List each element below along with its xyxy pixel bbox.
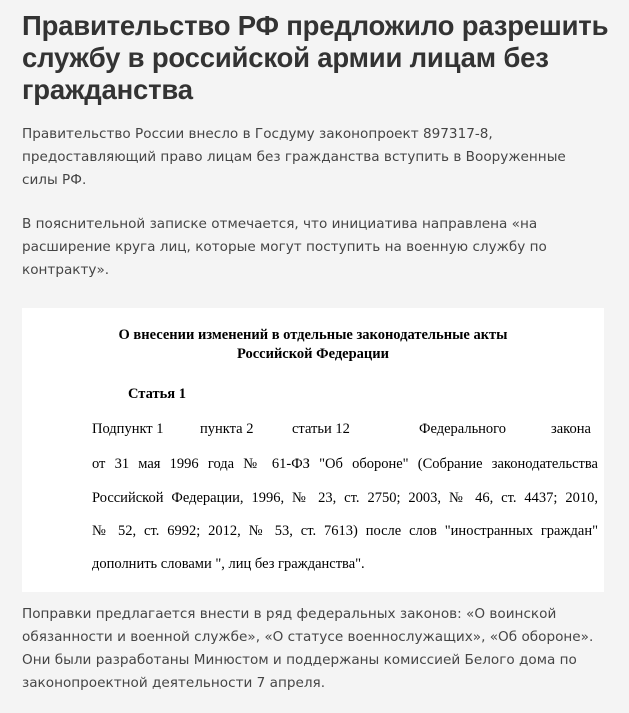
bill-text-line-3: Российской Федерации, 1996, № 23, ст. 2750; 2003, № 46, ст. 4437; 2010,: [92, 490, 598, 506]
bill-text-line-4: № 52, ст. 6992; 2012, № 53, ст. 7613) после слов "иностранных граждан": [92, 523, 598, 539]
bill-word: Подпункт 1: [92, 421, 164, 437]
bill-word: пункта 2: [200, 421, 254, 437]
bill-title-line-1: О внесении изменений в отдельные законодательные акты: [118, 327, 508, 343]
bill-title-line-2: Российской Федерации: [236, 346, 389, 362]
article-paragraph-1: Правительство России внесло в Госдуму законопроект 897317-8, предоставляющий право лицам без гражданства вступить в Вооруженные силы РФ.: [22, 126, 566, 188]
article-headline: Правительство РФ предложило разрешить службу в российской армии лицам без гражданства: [22, 10, 609, 105]
bill-text-line-2: от 31 мая 1996 года № 61-ФЗ "Об обороне" (Собрание законодательства: [92, 456, 598, 472]
article-paragraph-3: Поправки предлагается внести в ряд федеральных законов: «О воинской обязанности и военной службе», «О статусе военнослужащих», «Об обороне». Они были разработаны Минюстом и поддержаны комиссией Белого дома по законопроектной деятельности 7 апреля.: [22, 606, 594, 691]
bill-word: статьи 12: [292, 421, 350, 437]
bill-word: закона: [551, 421, 591, 437]
bill-article-heading: Статья 1: [128, 386, 186, 402]
bill-document-image: [22, 308, 604, 592]
bill-document-title: [22, 326, 604, 364]
article-paragraph-2: В пояснительной записке отмечается, что инициатива направлена «на расширение круга лиц, которые могут поступить на военную службу по контракту».: [22, 216, 547, 278]
bill-word: Федерального: [419, 421, 507, 437]
bill-text-line-5: дополнить словами ", лиц без гражданства".: [92, 556, 365, 572]
